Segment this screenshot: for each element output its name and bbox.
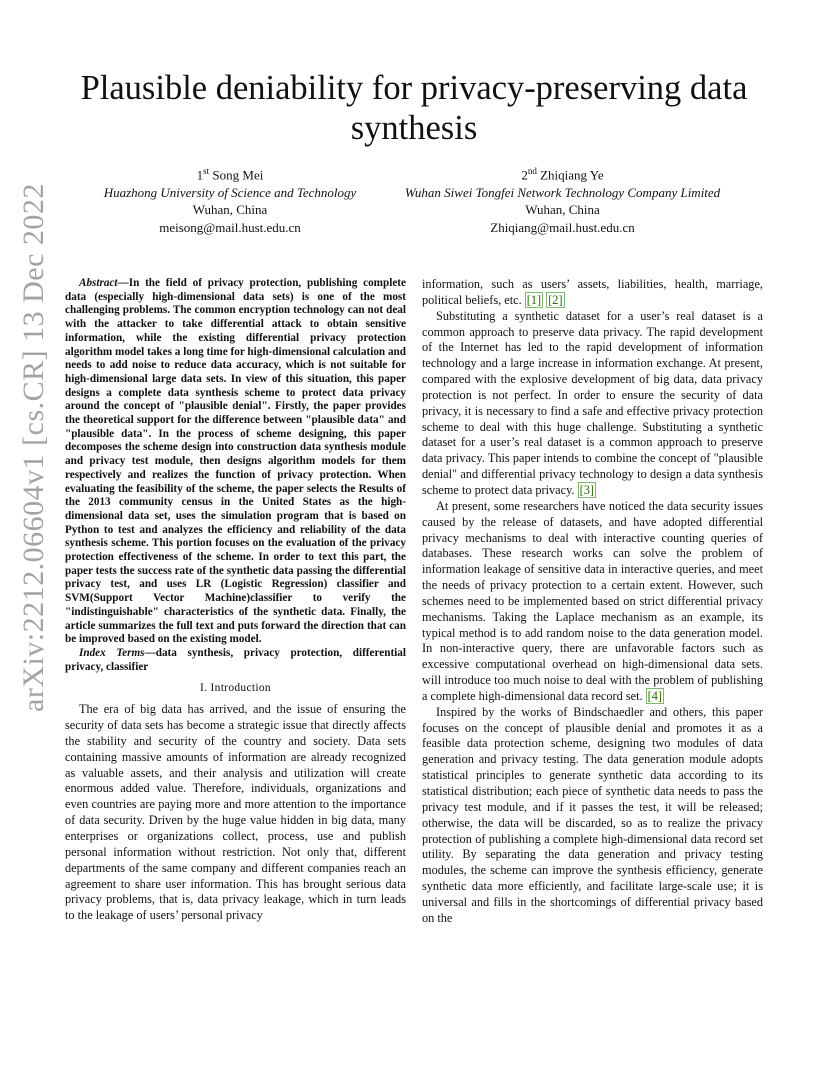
citation-link[interactable]: [2] xyxy=(548,292,563,307)
citation-link[interactable]: [3] xyxy=(579,482,594,497)
index-terms: Index Terms—data synthesis, privacy protection, differential privacy, classifier xyxy=(65,646,406,673)
author-block-2 xyxy=(385,163,740,236)
body-paragraph: Inspired by the works of Bindschaedler and others, this paper focuses on the concept of plausible denial and promotes it as a feasible data protection scheme, designing two modules of data generation and privacy testing. The data generation module adopts statistical principles to generate synthetic data according to its statistical distribution; each piece of synthetic data needs to pass the privacy test module, and if it passes the test, it will be released; otherwise, the data will be discarded, so as to realize the privacy protection of publishing a complete high-dimensional data record set utility. By separating the data generation and privacy testing modules, the scheme can improve the synthesis efficiency, generate synthetic data more efficiently, and facilitate large-scale use; it is universal and fills in the shortcomings of differential privacy based on the xyxy=(422,704,763,925)
author-name: 1st Song Mei xyxy=(196,166,264,183)
body-paragraph: Substituting a synthetic dataset for a user’s real dataset is a common approach to preserve data privacy. The rapid development of the Internet has led to the rapid development of information technology and a large increase in information exchange. At present, compared with the explosive development of big data, data privacy protection is not perfect. In order to ensure the security of data privacy, it is necessary to find a safe and effective privacy protection scheme to deal with this huge challenge. Substituting a synthetic dataset for a user’s real dataset is a common approach to preserve data privacy. This paper intends to combine the concept of "plausible denial" and differential privacy technology to design a data synthesis scheme to protect data privacy. [3] xyxy=(422,308,763,497)
author-email: meisong@mail.hust.edu.cn xyxy=(159,219,301,235)
author-affiliation: Huazhong University of Science and Technology xyxy=(103,184,357,200)
author-name: 2nd Zhiqiang Ye xyxy=(521,166,604,183)
body-paragraph: information, such as users’ assets, liabilities, health, marriage, political beliefs, etc. [1] [2] xyxy=(422,277,763,307)
author-affiliation: Wuhan Siwei Tongfei Network Technology Company Limited xyxy=(404,184,721,200)
citation-link[interactable]: [4] xyxy=(647,688,663,703)
citation-link[interactable]: [1] xyxy=(526,292,542,307)
author-block-1 xyxy=(80,163,380,236)
author-email: Zhiqiang@mail.hust.edu.cn xyxy=(490,219,635,235)
author-location: Wuhan, China xyxy=(192,202,268,218)
abstract: Abstract—In the field of privacy protection, publishing complete data (especially high-dimensional data sets) is one of the most challenging problems. The common encryption technology can not deal with the attacker to take differential attack to obtain sensitive information, while the existing differential privacy protection algorithm model takes a long time for high-dimensional calculation and needs to add noise to reduce data accuracy, which is not suitable for high-dimensional large data sets. In view of this situation, this paper designs a complete data synthesis scheme to protect data privacy around the concept of "plausible denial". Firstly, the paper provides the theoretical support for the difference between "plausible data" and "plausible data". In the process of scheme designing, this paper decomposes the scheme design into construction data synthesis module and privacy test module, then designs algorithm models for them respectively and realizes the function of privacy protection. When evaluating the feasibility of the scheme, the paper selects the Results of the 2013 community census in the United States as the high-dimensional data set, uses the simulation program that is based on Python to test and analyzes the efficiency and reliability of the data synthesis scheme. This portion focuses on the evaluation of the privacy protection effectiveness of the scheme. In order to text this part, the paper tests the success rate of the synthetic data passing the differential privacy test, and uses LR (Logistic Regression) classifier and SVM(Support Vector Machine)classifier to verify the "indistinguishable" characteristics of the synthetic data. Finally, the article summarizes the full text and puts forward the direction that can be improved based on the existing model. xyxy=(65,277,406,646)
paper-title: Plausible deniability for privacy-preserving data synthesis xyxy=(80,69,748,147)
arxiv-side-stamp: arXiv:2212.06604v1 [cs.CR] 13 Dec 2022 xyxy=(17,183,50,712)
left-column xyxy=(65,277,406,924)
right-column xyxy=(422,277,763,927)
body-paragraph: At present, some researchers have noticed the data security issues caused by the release of datasets, and have adopted differential privacy mechanisms to deal with interactive counting queries of databases. These research works can solve the problem of information leakage of sensitive data in interactive queries, and meet the needs of privacy protection to a certain extent. However, such schemes need to be implemented based on strict differential privacy mechanisms. Taking the Laplace mechanism as an example, its typical method is to add random noise to the data generation model. In non-interactive query, there are unfavorable factors such as excessive computational overhead on high-dimensional data sets. will introduce too much noise to deal with the problem of publishing a complete high-dimensional data record set. [4] xyxy=(422,498,763,703)
author-location: Wuhan, China xyxy=(525,202,600,218)
body-paragraph: The era of big data has arrived, and the issue of ensuring the security of data sets has become a strategic issue that directly affects the stability and security of the country and society. Data sets containing massive amounts of information are already recognized as valuable assets, and their analysis and utilization will create enormous added value. Therefore, individuals, organizations and even countries are paying more and more attention to the importance of data security. Driven by the huge value hidden in big data, many enterprises or organizations collect, process, use and publish personal information without restriction. Not only that, different departments of the same company and different companies reach an agreement to share user information. This has brought serious data privacy problems, that is, data privacy leakage, which in turn leads to the leakage of users’ personal privacy xyxy=(65,702,406,923)
section-heading-introduction: I. Introduction xyxy=(200,682,271,695)
